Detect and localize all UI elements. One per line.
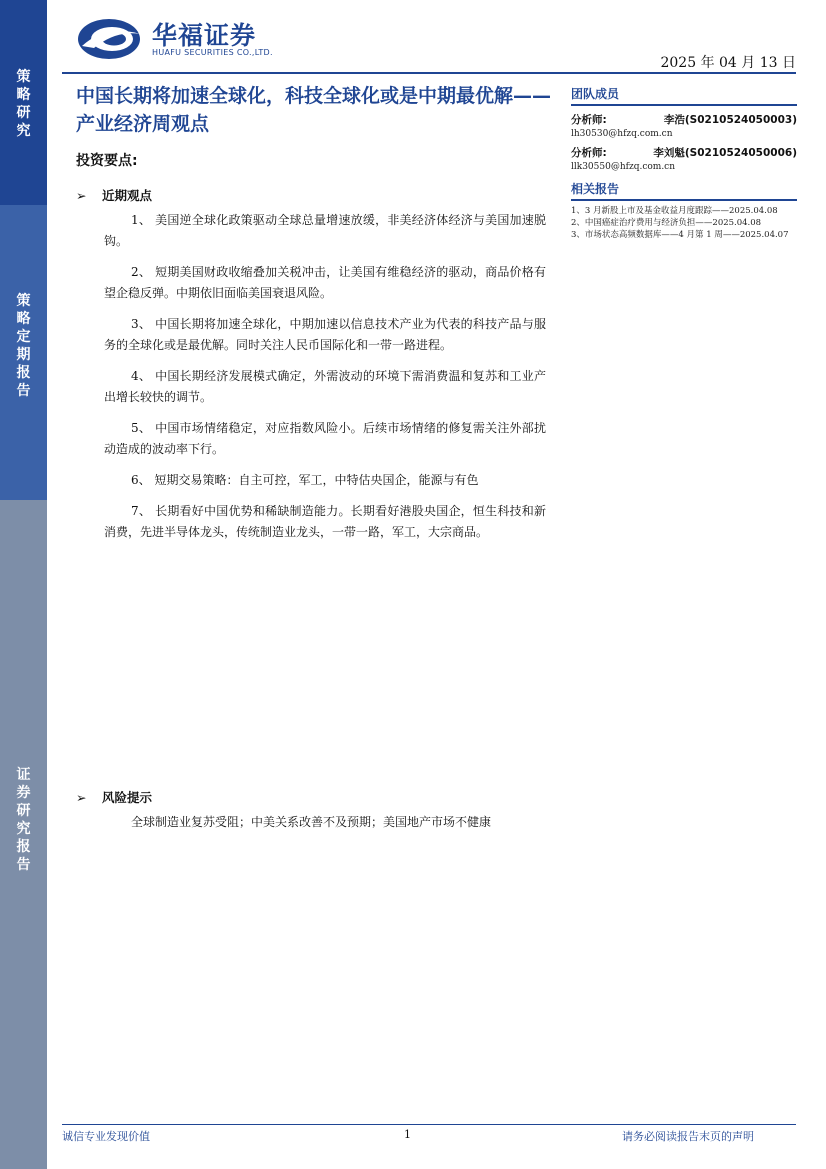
analyst-row [571,145,797,160]
analyst-email[interactable]: lh30530@hfzq.com.cn [571,129,673,139]
analyst-email[interactable]: llk30550@hfzq.com.cn [571,162,676,172]
arrow-bullet-icon: ➢ [76,790,87,805]
analyst-name: 李浩(S0210524050003) [663,114,797,126]
section-title: 投资要点: [76,153,138,169]
risk-heading: ➢ 风险提示 [76,790,153,805]
list-item: 3、 中国长期将加速全球化，中期加速以信息技术产业为代表的科技产品与服务的全球化或是最优解。同时关注人民币国际化和一带一路进程。 [104,317,546,352]
analyst-role: 分析师: [571,147,607,159]
footer-disclaimer: 请务必阅读报告末页的声明 [622,1130,754,1143]
footer-divider [62,1124,796,1125]
sidebar-label-securities-report: 证 券 研 究 报 告 [16,767,31,873]
recent-view-heading: ➢ 近期观点 [76,188,153,203]
logo-swirl-icon [76,16,146,62]
right-column [571,85,797,241]
related-reports [571,180,797,241]
list-item: 4、 中国长期经济发展模式确定，外需波动的环境下需消费温和复苏和工业产出增长较快的调节。 [104,369,546,404]
analyst-role: 分析师: [571,114,607,126]
sidebar-label-strategy-research: 策 略 研 究 [16,69,31,139]
risk-text: 全球制造业复苏受阻；中美关系改善不及预期；美国地产市场不健康 [131,815,492,829]
list-item: 1、 美国逆全球化政策驱动全球总量增速放缓，非美经济体经济与美国加速脱钩。 [104,213,546,248]
related-report-item[interactable]: 3、市场状态高频数据库——4 月第 1 周——2025.04.07 [571,230,789,240]
list-item: 5、 中国市场情绪稳定，对应指数风险小。后续市场情绪的修复需关注外部扰动造成的波动率下行。 [104,421,546,456]
related-report-item[interactable]: 1、3 月新股上市及基金收益月度跟踪——2025.04.08 [571,206,778,216]
analyst-name: 李刘魁(S0210524050006) [653,147,797,159]
list-item: 2、 短期美国财政收缩叠加关税冲击，让美国有维稳经济的驱动，商品价格有望企稳反弹。中期依旧面临美国衰退风险。 [104,265,546,300]
footer-slogan: 诚信专业发现价值 [62,1130,150,1143]
recent-view-points [104,210,546,553]
related-heading: 相关报告 [571,180,797,201]
brand-name-en: HUAFU SECURITIES CO.,LTD. [152,48,273,57]
analyst-row [571,112,797,127]
sidebar [0,0,47,1169]
sidebar-label-periodic-report: 策 略 定 期 报 告 [16,293,31,399]
list-item: 6、 短期交易策略：自主可控，军工，中特估央国企，能源与有色 [131,473,479,487]
related-report-item[interactable]: 2、中国癌症治疗费用与经济负担——2025.04.08 [571,218,762,228]
page-number: 1 [404,1128,411,1141]
report-date: 2025 年 04 月 13 日 [660,55,796,71]
team-heading: 团队成员 [571,85,797,106]
header-divider [62,72,796,74]
arrow-bullet-icon: ➢ [76,188,87,203]
list-item: 7、 长期看好中国优势和稀缺制造能力。长期看好港股央国企，恒生科技和新消费，先进半导体龙头，传统制造业龙头，一带一路，军工，大宗商品。 [104,504,546,539]
report-title: 中国长期将加速全球化，科技全球化或是中期最优解——产业经济周观点 [76,85,552,135]
company-logo [76,16,316,66]
brand-name: 华福证券 [152,21,257,50]
